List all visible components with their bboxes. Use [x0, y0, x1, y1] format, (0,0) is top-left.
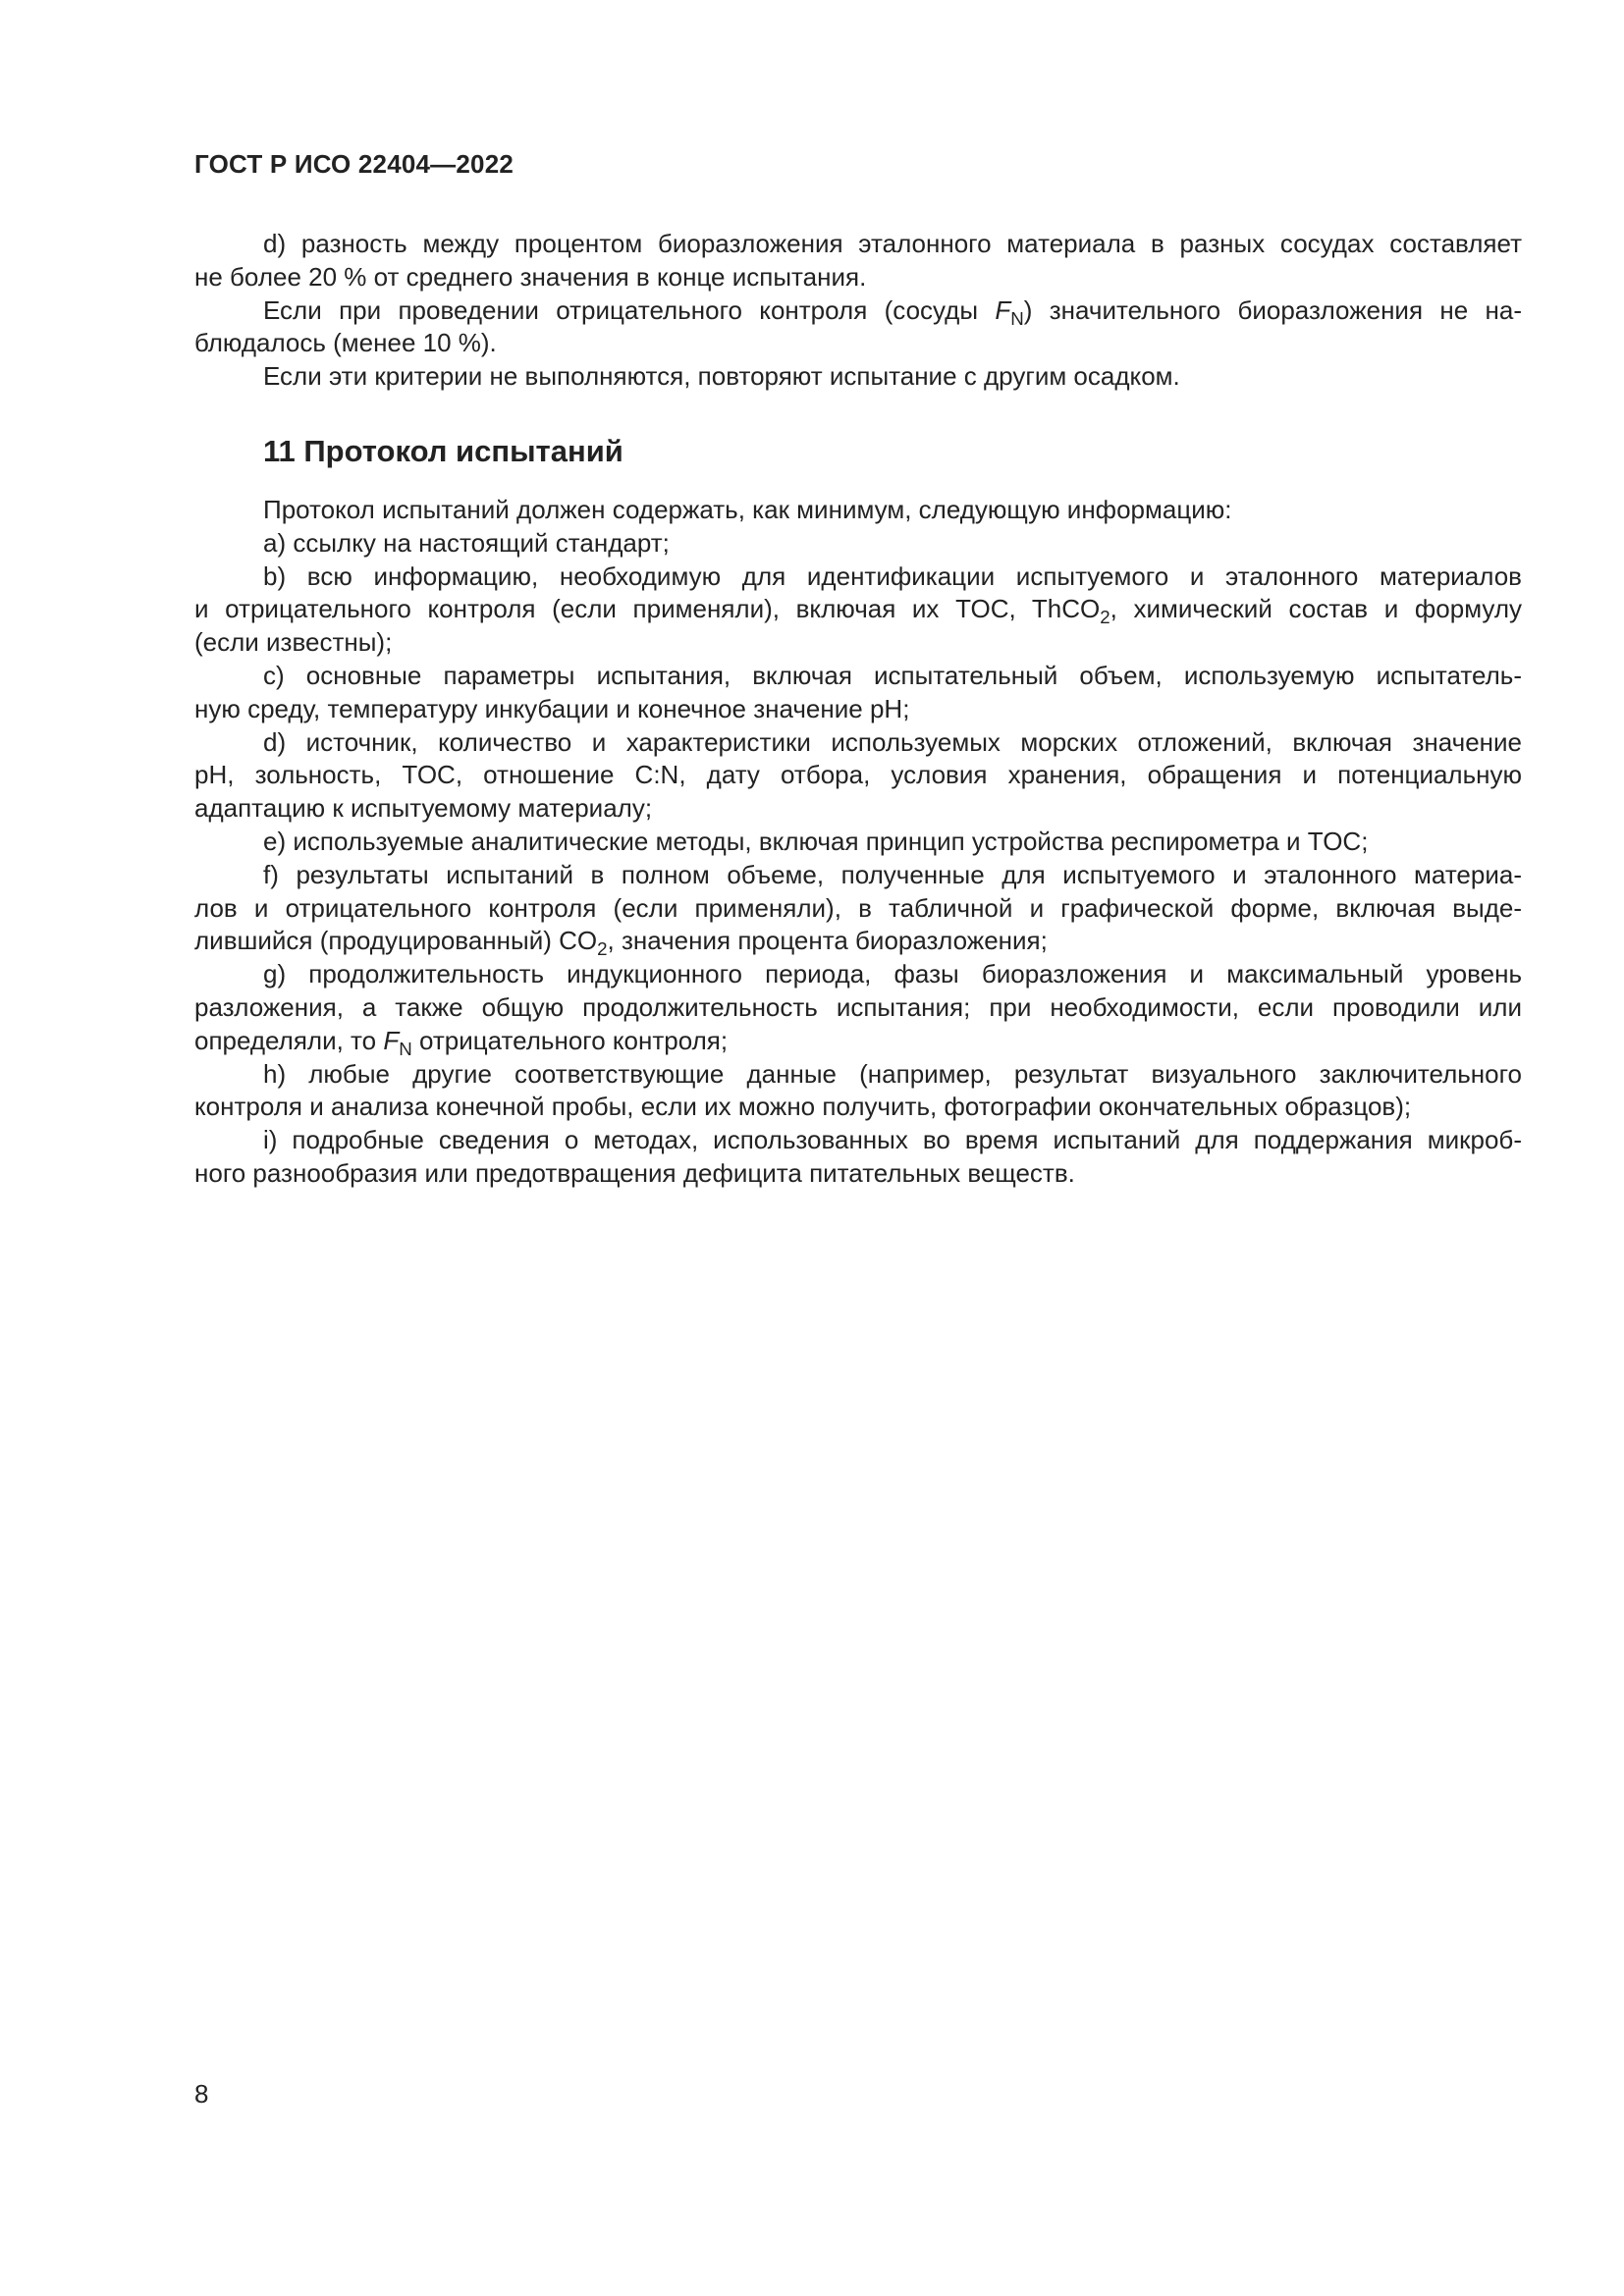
repeat-test-line: Если эти критерии не выполняются, повторяют испытание с другим осадком. — [263, 361, 1180, 392]
item-d-line-1: d) источник, количество и характеристики используемых морских отложений, включая значение — [263, 726, 1522, 757]
negative-control-text-2: ) значительного биоразложения не на- — [1023, 294, 1523, 325]
negative-control-line-1 — [194, 294, 1522, 328]
page-number: 8 — [194, 2079, 209, 2109]
item-f-line-1: f) результаты испытаний в полном объеме, полученные для испытуемого и эталонного материа- — [263, 859, 1522, 889]
subscript-2: 2 — [597, 938, 608, 960]
section-heading: 11 Протокол испытаний — [263, 434, 623, 468]
item-d-line-3: адаптацию к испытуемому материалу; — [194, 793, 653, 824]
negative-control-line-2: блюдалось (менее 10 %). — [194, 328, 497, 358]
item-f-line-3 — [194, 925, 1522, 958]
document-header: ГОСТ Р ИСО 22404—2022 — [194, 149, 514, 179]
item-f-text-2: , значения процента биоразложения; — [607, 926, 1048, 956]
item-g-line-1: g) продолжительность индукционного периода, фазы биоразложения и максимальный уровень — [263, 959, 1522, 989]
item-b-line-2 — [194, 593, 1522, 626]
item-e: e) используемые аналитические методы, включая принцип устройства респирометра и TOC; — [263, 826, 1369, 856]
item-c-line-2: ную среду, температуру инкубации и конечное значение pH; — [194, 693, 910, 723]
subscript-2: 2 — [1100, 607, 1110, 628]
paragraph-d-line-1: d) разность между процентом биоразложения эталонного материала в разных сосудах составляет — [263, 229, 1522, 258]
item-f-text-1: лившийся (продуцированный) CO — [194, 926, 598, 956]
item-g-line-2: разложения, а также общую продолжительность испытания; при необходимости, если проводили или — [194, 991, 1522, 1022]
negative-control-text-1: Если при проведении отрицательного контроля (сосуды — [263, 294, 996, 325]
item-g-text-2: отрицательного контроля; — [411, 1025, 729, 1055]
item-b-line-1: b) всю информацию, необходимую для идентификации испытуемого и эталонного материалов — [263, 561, 1522, 591]
item-g-line-3 — [194, 1025, 1522, 1058]
section-body — [194, 494, 1522, 1191]
paragraph-d-line-2: не более 20 % от среднего значения в конце испытания. — [194, 261, 867, 292]
item-c-line-1: c) основные параметры испытания, включая испытательный объем, используемую испытатель- — [263, 660, 1522, 690]
section-lead: Протокол испытаний должен содержать, как минимум, следующую информацию: — [263, 495, 1232, 524]
item-i-line-1: i) подробные сведения о методах, использованных во время испытаний для поддержания микроб- — [263, 1125, 1522, 1155]
subscript-n: N — [1010, 307, 1024, 329]
item-f-line-2: лов и отрицательного контроля (если применяли), в табличной и графической форме, включая выде- — [194, 892, 1522, 923]
intro-paragraphs — [194, 228, 1522, 394]
item-g-text-1: определяли, то — [194, 1025, 384, 1055]
item-a: a) ссылку на настоящий стандарт; — [263, 527, 670, 558]
item-h-line-2: контроля и анализа конечной пробы, если их можно получить, фотографии окончательных образцов); — [194, 1092, 1412, 1122]
variable-f: F — [995, 294, 1011, 325]
item-b-text-2: , химический состав и формулу — [1110, 594, 1522, 624]
item-b-text-1: и отрицательного контроля (если применяли), включая их TOC, ThCO — [194, 594, 1101, 624]
item-i-line-2: ного разнообразия или предотвращения дефицита питательных веществ. — [194, 1157, 1075, 1188]
item-h-line-1: h) любые другие соответствующие данные (например, результат визуального заключительного — [263, 1058, 1522, 1089]
subscript-n: N — [399, 1038, 412, 1059]
item-b-line-3: (если известны); — [194, 627, 393, 658]
item-d-line-2: pH, зольность, TOC, отношение C:N, дату отбора, условия хранения, обращения и потенциальную — [194, 760, 1522, 790]
variable-f: F — [383, 1025, 400, 1055]
